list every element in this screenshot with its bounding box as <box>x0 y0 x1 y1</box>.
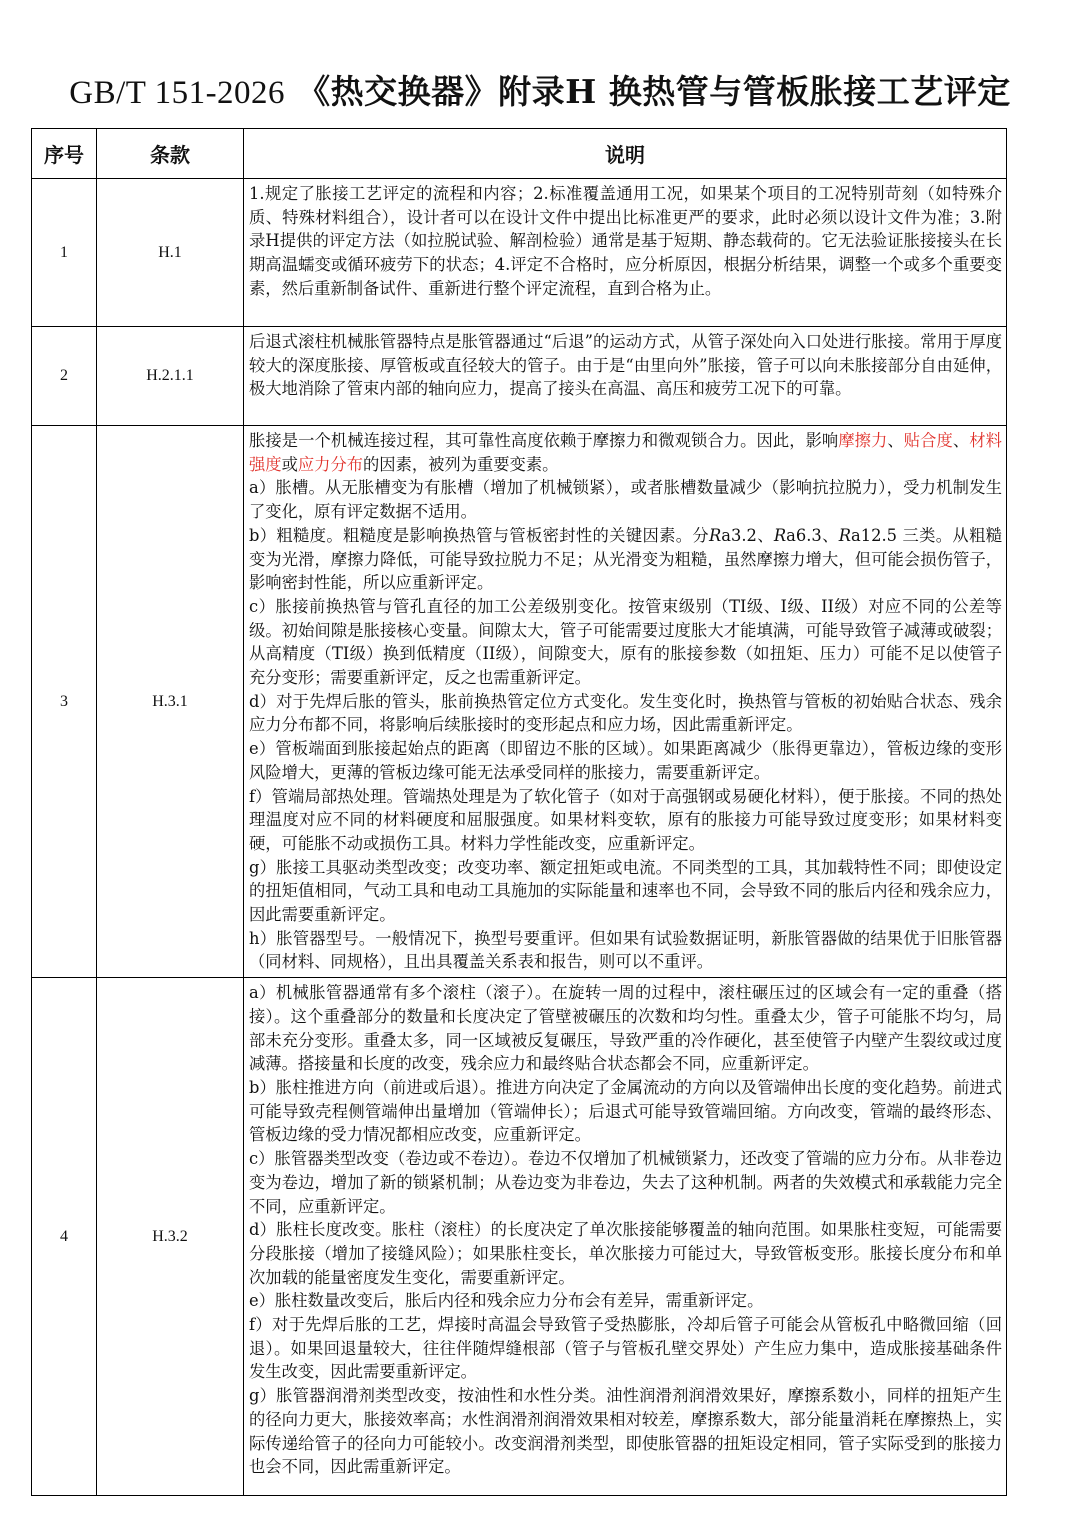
highlight-term: 摩擦力 <box>838 431 888 450</box>
highlight-term: 贴合度 <box>903 431 953 450</box>
row-clause: H.2.1.1 <box>97 327 244 426</box>
row-no: 1 <box>32 179 97 327</box>
row-no: 3 <box>32 426 97 978</box>
desc-para: a）机械胀管器通常有多个滚柱（滚子）。在旋转一周的过程中，滚柱碾压过的区域会有一定的重叠（搭接）。这个重叠部分的数量和长度决定了管壁被碾压的次数和均匀性。重叠太少，管子可能胀不均匀，局部未充分变形。重叠太多，同一区域被反复碾压，导致严重的冷作硬化，甚至使管子内壁产生裂纹或过度减薄。搭接量和长度的改变，残余应力和最终贴合状态都会不同，应重新评定。 <box>249 983 1002 1074</box>
standard-code: GB/T 151-2026 <box>69 75 286 111</box>
row-no: 4 <box>32 978 97 1496</box>
desc-para: e）管板端面到胀接起始点的距离（即留边不胀的区域）。如果距离减少（胀得更靠边），管板边缘的变形风险增大，更薄的管板边缘可能无法承受同样的胀接力，需要重新评定。 <box>249 739 1002 782</box>
row-clause: H.1 <box>97 179 244 327</box>
desc-para: g）胀接工具驱动类型改变；改变功率、额定扭矩或电流。不同类型的工具，其加载特性不同；即使设定的扭矩值相同，气动工具和电动工具施加的实际能量和速率也不同，会导致不同的胀后内径和残余应力，因此需要重新评定。 <box>249 857 1002 925</box>
clause-table <box>31 128 1007 1496</box>
table-row <box>32 978 1007 1496</box>
desc-para: f）对于先焊后胀的工艺，焊接时高温会导致管子受热膨胀，冷却后管子可能会从管板孔中略微回缩（回退）。如果回退量较大，往往伴随焊缝根部（管子与管板孔壁交界处）产生应力集中，造成胀接基础条件发生改变，因此需要重新评定。 <box>249 1315 1002 1382</box>
desc-para: a）胀槽。从无胀槽变为有胀槽（增加了机械锁紧），或者胀槽数量减少（影响抗拉脱力），受力机制发生了变化，原有评定数据不适用。 <box>249 478 1002 522</box>
page-title <box>0 66 1080 113</box>
header-clause: 条款 <box>97 129 244 179</box>
table-row <box>32 327 1007 426</box>
table-row <box>32 179 1007 327</box>
desc-para: e）胀柱数量改变后，胀后内径和残余应力分布会有差异，需重新评定。 <box>249 1291 764 1311</box>
row-clause: H.3.2 <box>97 978 244 1496</box>
highlight-term: 材料强度 <box>249 431 1002 474</box>
desc-para-roughness: b）粗糙度。粗糙度是影响换热管与管板密封性的关键因素。分Ra3.2、Ra6.3、Ra12.5 三类。从粗糙变为光滑，摩擦力降低，可能导致拉脱力不足；从光滑变为粗糙，虽然摩擦力增大，但可能会损伤管子，影响密封性能，所以应重新评定。 <box>249 525 1002 593</box>
header-row <box>32 129 1007 179</box>
row-desc <box>244 179 1007 327</box>
desc-para: g）胀管器润滑剂类型改变，按油性和水性分类。油性润滑剂润滑效果好，摩擦系数小，同样的扭矩产生的径向力更大，胀接效率高；水性润滑剂润滑效果相对较差，摩擦系数大，部分能量消耗在摩擦热上，实际传递给管子的径向力可能较小。改变润滑剂类型，即使胀管器的扭矩设定相同，管子实际受到的胀接力也会不同，因此需重新评定。 <box>249 1386 1002 1477</box>
row-clause: H.3.1 <box>97 426 244 978</box>
row-desc <box>244 426 1007 978</box>
desc-para: c）胀管器类型改变（卷边或不卷边）。卷边不仅增加了机械锁紧力，还改变了管端的应力分布。从非卷边变为卷边，增加了新的锁紧机制；从卷边变为非卷边，失去了这种机制。两者的失效模式和承载能力完全不同，应重新评定。 <box>249 1149 1002 1216</box>
standard-name: 《热交换器》附录H 换热管与管板胀接工艺评定 <box>297 72 1011 111</box>
desc-intro: 胀接是一个机械连接过程，其可靠性高度依赖于摩擦力和微观锁合力。因此，影响摩擦力、贴合度、材料强度或应力分布的因素，被列为重要变素。 <box>249 431 1002 474</box>
row-desc <box>244 327 1007 426</box>
table-row <box>32 426 1007 978</box>
header-desc: 说明 <box>244 129 1007 179</box>
desc-para: h）胀管器型号。一般情况下，换型号要重评。但如果有试验数据证明，新胀管器做的结果优于旧胀管器（同材料、同规格），且出具覆盖关系表和报告，则可以不重评。 <box>249 928 1002 972</box>
desc-para: b）胀柱推进方向（前进或后退）。推进方向决定了金属流动的方向以及管端伸出长度的变化趋势。前进式可能导致壳程侧管端伸出量增加（管端伸长）；后退式可能导致管端回缩。方向改变，管端的最终形态、管板边缘的受力情况都相应改变，应重新评定。 <box>249 1077 1002 1145</box>
header-no: 序号 <box>32 129 97 179</box>
desc-para: c）胀接前换热管与管孔直径的加工公差级别变化。按管束级别（TI级、I级、II级）对应不同的公差等级。初始间隙是胀接核心变量。间隙太大，管子可能需要过度胀大才能填满，可能导致管子减薄或破裂；从高精度（TI级）换到低精度（II级），间隙变大，原有的胀接参数（如扭矩、压力）可能不足以使管子充分变形；需要重新评定，反之也需重新评定。 <box>249 596 1002 688</box>
highlight-term: 应力分布 <box>297 454 364 474</box>
desc-para: f）管端局部热处理。管端热处理是为了软化管子（如对于高强钢或易硬化材料），便于胀接。不同的热处理温度对应不同的材料硬度和屈服强度。如果材料变软，原有的胀接力可能导致过度变形；如果材料变硬，可能胀不动或损伤工具。材料力学性能改变，应重新评定。 <box>249 786 1002 853</box>
row-no: 2 <box>32 327 97 426</box>
desc-para: 1.规定了胀接工艺评定的流程和内容；2.标准覆盖通用工况，如果某个项目的工况特别苛刻（如特殊介质、特殊材料组合），设计者可以在设计文件中提出比标准更严的要求，此时必须以设计文件为准；3.附录H提供的评定方法（如拉脱试验、解剖检验）通常是基于短期、静态载荷的。它无法验证胀接接头在长期高温蠕变或循环疲劳下的状态；4.评定不合格时，应分析原因，根据分析结果，调整一个或多个重要变素，然后重新制备试件、重新进行整个评定流程，直到合格为止。 <box>249 184 1002 298</box>
desc-para: d）对于先焊后胀的管头，胀前换热管定位方式变化。发生变化时，换热管与管板的初始贴合状态、残余应力分布都不同，将影响后续胀接时的变形起点和应力场，因此需重新评定。 <box>249 691 1002 735</box>
desc-para: d）胀柱长度改变。胀柱（滚柱）的长度决定了单次胀接能够覆盖的轴向范围。如果胀柱变短，可能需要分段胀接（增加了接缝风险）；如果胀柱变长，单次胀接力可能过大，导致管板变形。胀接长度分布和单次加载的能量密度发生变化，需要重新评定。 <box>249 1220 1002 1287</box>
desc-para: 后退式滚柱机械胀管器特点是胀管器通过“后退”的运动方式，从管子深处向入口处进行胀接。常用于厚度较大的深度胀接、厚管板或直径较大的管子。由于是“由里向外”胀接，管子可以向未胀接部分自由延伸，极大地消除了管束内部的轴向应力，提高了接头在高温、高压和疲劳工况下的可靠。 <box>249 332 1002 399</box>
row-desc <box>244 978 1007 1496</box>
